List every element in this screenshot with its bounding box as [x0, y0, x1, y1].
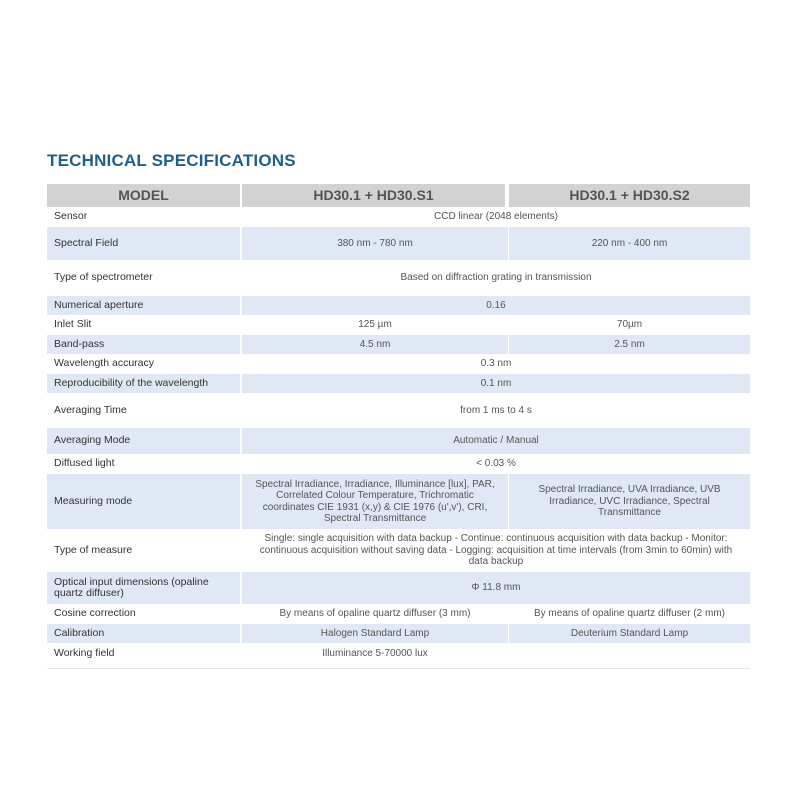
- row-label: Band-pass: [47, 335, 240, 354]
- row-label: Type of spectrometer: [54, 271, 153, 284]
- row-value-s2: Spectral Irradiance, UVA Irradiance, UVB Irradiance, UVC Irradiance, Spectral Transmittance: [509, 474, 750, 529]
- table-row: [47, 374, 750, 393]
- row-label: Measuring mode: [47, 474, 240, 529]
- row-value: < 0.03 %: [476, 458, 516, 470]
- row-value-s2: 220 nm - 400 nm: [509, 227, 750, 260]
- row-value-s1: 4.5 nm: [242, 335, 508, 354]
- row-value: Φ 11.8 mm: [242, 572, 750, 604]
- row-label: Calibration: [47, 624, 240, 643]
- row-value-s1: Halogen Standard Lamp: [242, 624, 508, 643]
- table-row: [47, 624, 750, 643]
- row-value-s2: [509, 643, 750, 664]
- table-row: [47, 454, 750, 474]
- row-value-s2: Deuterium Standard Lamp: [509, 624, 750, 643]
- table-row: [47, 604, 750, 624]
- row-value-s1: Spectral Irradiance, Irradiance, Illuminance [lux], PAR, Correlated Colour Temperature, Trichromatic coordinates CIE 1931 (x,y) & CIE 1976 (u',v'), CRI, Spectral Transmittance: [242, 474, 508, 529]
- table-row: [47, 474, 750, 529]
- row-value: 0.3 nm: [480, 358, 512, 370]
- table-row: [47, 335, 750, 354]
- row-label: Inlet Slit: [54, 318, 92, 331]
- row-value: Single: single acquisition with data backup - Continue: continuous acquisition with data backup - Monitor: continuous acquisition without saving data - Logging: acquisition at time intervals (from 3min to 60min) with data backup: [259, 533, 733, 568]
- row-value: CCD linear (2048 elements): [434, 211, 558, 223]
- table-row: [47, 428, 750, 454]
- row-value: 0.16: [242, 296, 750, 315]
- row-value-s1: Illuminance 5-70000 lux: [322, 647, 428, 659]
- table-bottom-border: [47, 668, 750, 669]
- row-value-s1: By means of opaline quartz diffuser (3 mm): [279, 608, 471, 620]
- table-row: [47, 393, 750, 428]
- row-value-s2: 2.5 nm: [509, 335, 750, 354]
- row-label: Wavelength accuracy: [54, 357, 154, 370]
- header-col2: HD30.1 + HD30.S2: [509, 184, 750, 207]
- row-label: Numerical aperture: [47, 296, 240, 315]
- row-value-s1: 125 µm: [358, 319, 392, 331]
- row-label: Cosine correction: [54, 607, 136, 620]
- row-label: Averaging Mode: [47, 428, 240, 454]
- table-row: [47, 315, 750, 335]
- page-title: TECHNICAL SPECIFICATIONS: [47, 151, 296, 170]
- row-label: Averaging Time: [54, 403, 127, 416]
- row-value: 0.1 nm: [242, 374, 750, 393]
- row-label: Type of measure: [54, 543, 133, 556]
- table-row: [47, 227, 750, 260]
- header-col1: HD30.1 + HD30.S1: [242, 184, 505, 207]
- table-row: [47, 260, 750, 296]
- table-row: [47, 207, 750, 227]
- table-row: [47, 529, 750, 572]
- row-label: Spectral Field: [47, 227, 240, 260]
- row-label: Diffused light: [54, 457, 115, 470]
- row-value-s1: 380 nm - 780 nm: [242, 227, 508, 260]
- row-value: Automatic / Manual: [242, 428, 750, 454]
- spec-table: [47, 184, 750, 664]
- row-label: Reproducibility of the wavelength: [47, 374, 240, 393]
- row-label: Optical input dimensions (opaline quartz diffuser): [47, 572, 240, 604]
- row-label: Sensor: [54, 210, 88, 223]
- row-value: Based on diffraction grating in transmission: [400, 272, 592, 284]
- table-row: [47, 643, 750, 664]
- table-row: [47, 354, 750, 374]
- header-model: MODEL: [47, 184, 240, 207]
- row-value-s2: 70µm: [616, 319, 643, 331]
- row-value-s2: By means of opaline quartz diffuser (2 mm): [533, 608, 725, 620]
- table-row: [47, 296, 750, 315]
- table-row: [47, 572, 750, 604]
- row-value: from 1 ms to 4 s: [460, 404, 532, 416]
- row-label: Working field: [54, 646, 115, 659]
- table-header: [47, 184, 750, 207]
